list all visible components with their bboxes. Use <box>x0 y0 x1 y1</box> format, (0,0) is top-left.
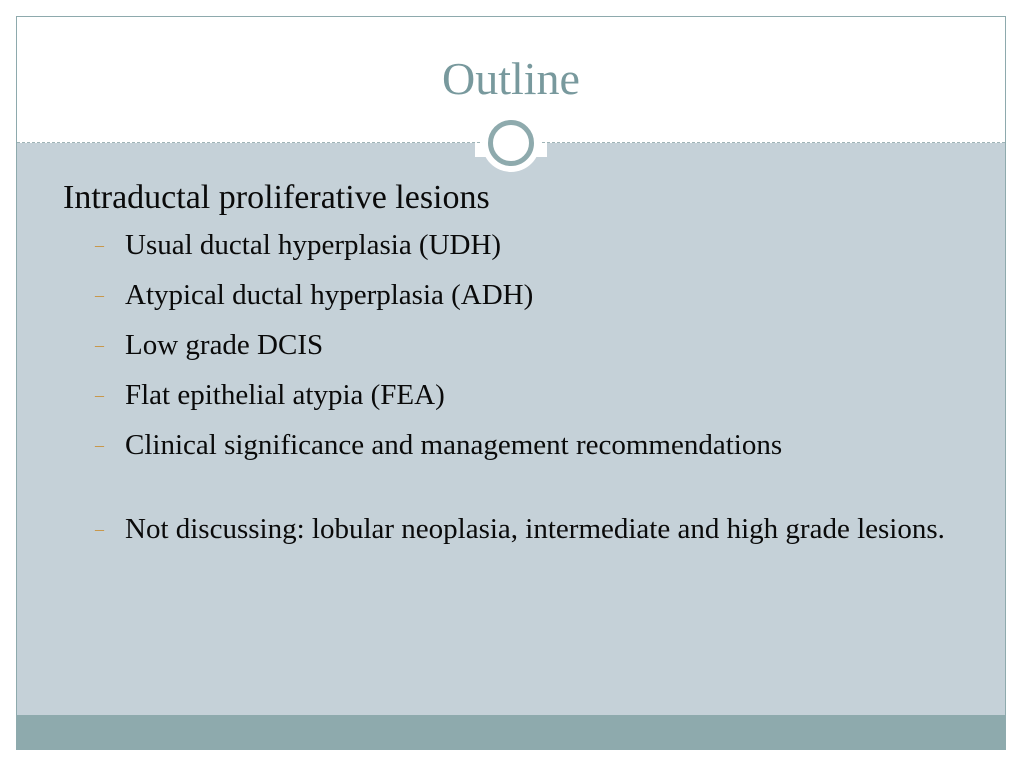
list-item <box>63 275 963 315</box>
list-item <box>63 509 963 549</box>
slide-title: Outline <box>442 53 580 104</box>
sub-bullet-text: Usual ductal hyperplasia (UDH) <box>125 229 502 261</box>
list-item <box>63 425 963 465</box>
sub-bullet-text: Atypical ductal hyperplasia (ADH) <box>125 279 534 311</box>
dash-bullet-icon: – <box>95 519 104 539</box>
dash-bullet-icon: – <box>95 235 104 255</box>
ring-circle-icon <box>482 114 540 172</box>
slide <box>16 16 1006 750</box>
list-item <box>63 225 963 265</box>
sub-bullet-list <box>63 225 963 549</box>
sub-bullet-text: Low grade DCIS <box>125 329 324 361</box>
sub-bullet-text: Flat epithelial atypia (FEA) <box>125 379 445 411</box>
sub-bullet-text: Clinical significance and management recommendations <box>125 429 783 461</box>
dash-bullet-icon: – <box>95 435 104 455</box>
dash-bullet-icon: – <box>95 385 104 405</box>
slide-content <box>63 177 963 559</box>
main-bullet: Intraductal proliferative lesions <box>63 179 490 216</box>
footer-band <box>17 715 1005 749</box>
sub-bullet-text: Not discussing: lobular neoplasia, intermediate and high grade lesions. <box>125 513 945 545</box>
dash-bullet-icon: – <box>95 285 104 305</box>
list-item <box>63 375 963 415</box>
dash-bullet-icon: – <box>95 335 104 355</box>
list-item <box>63 325 963 365</box>
